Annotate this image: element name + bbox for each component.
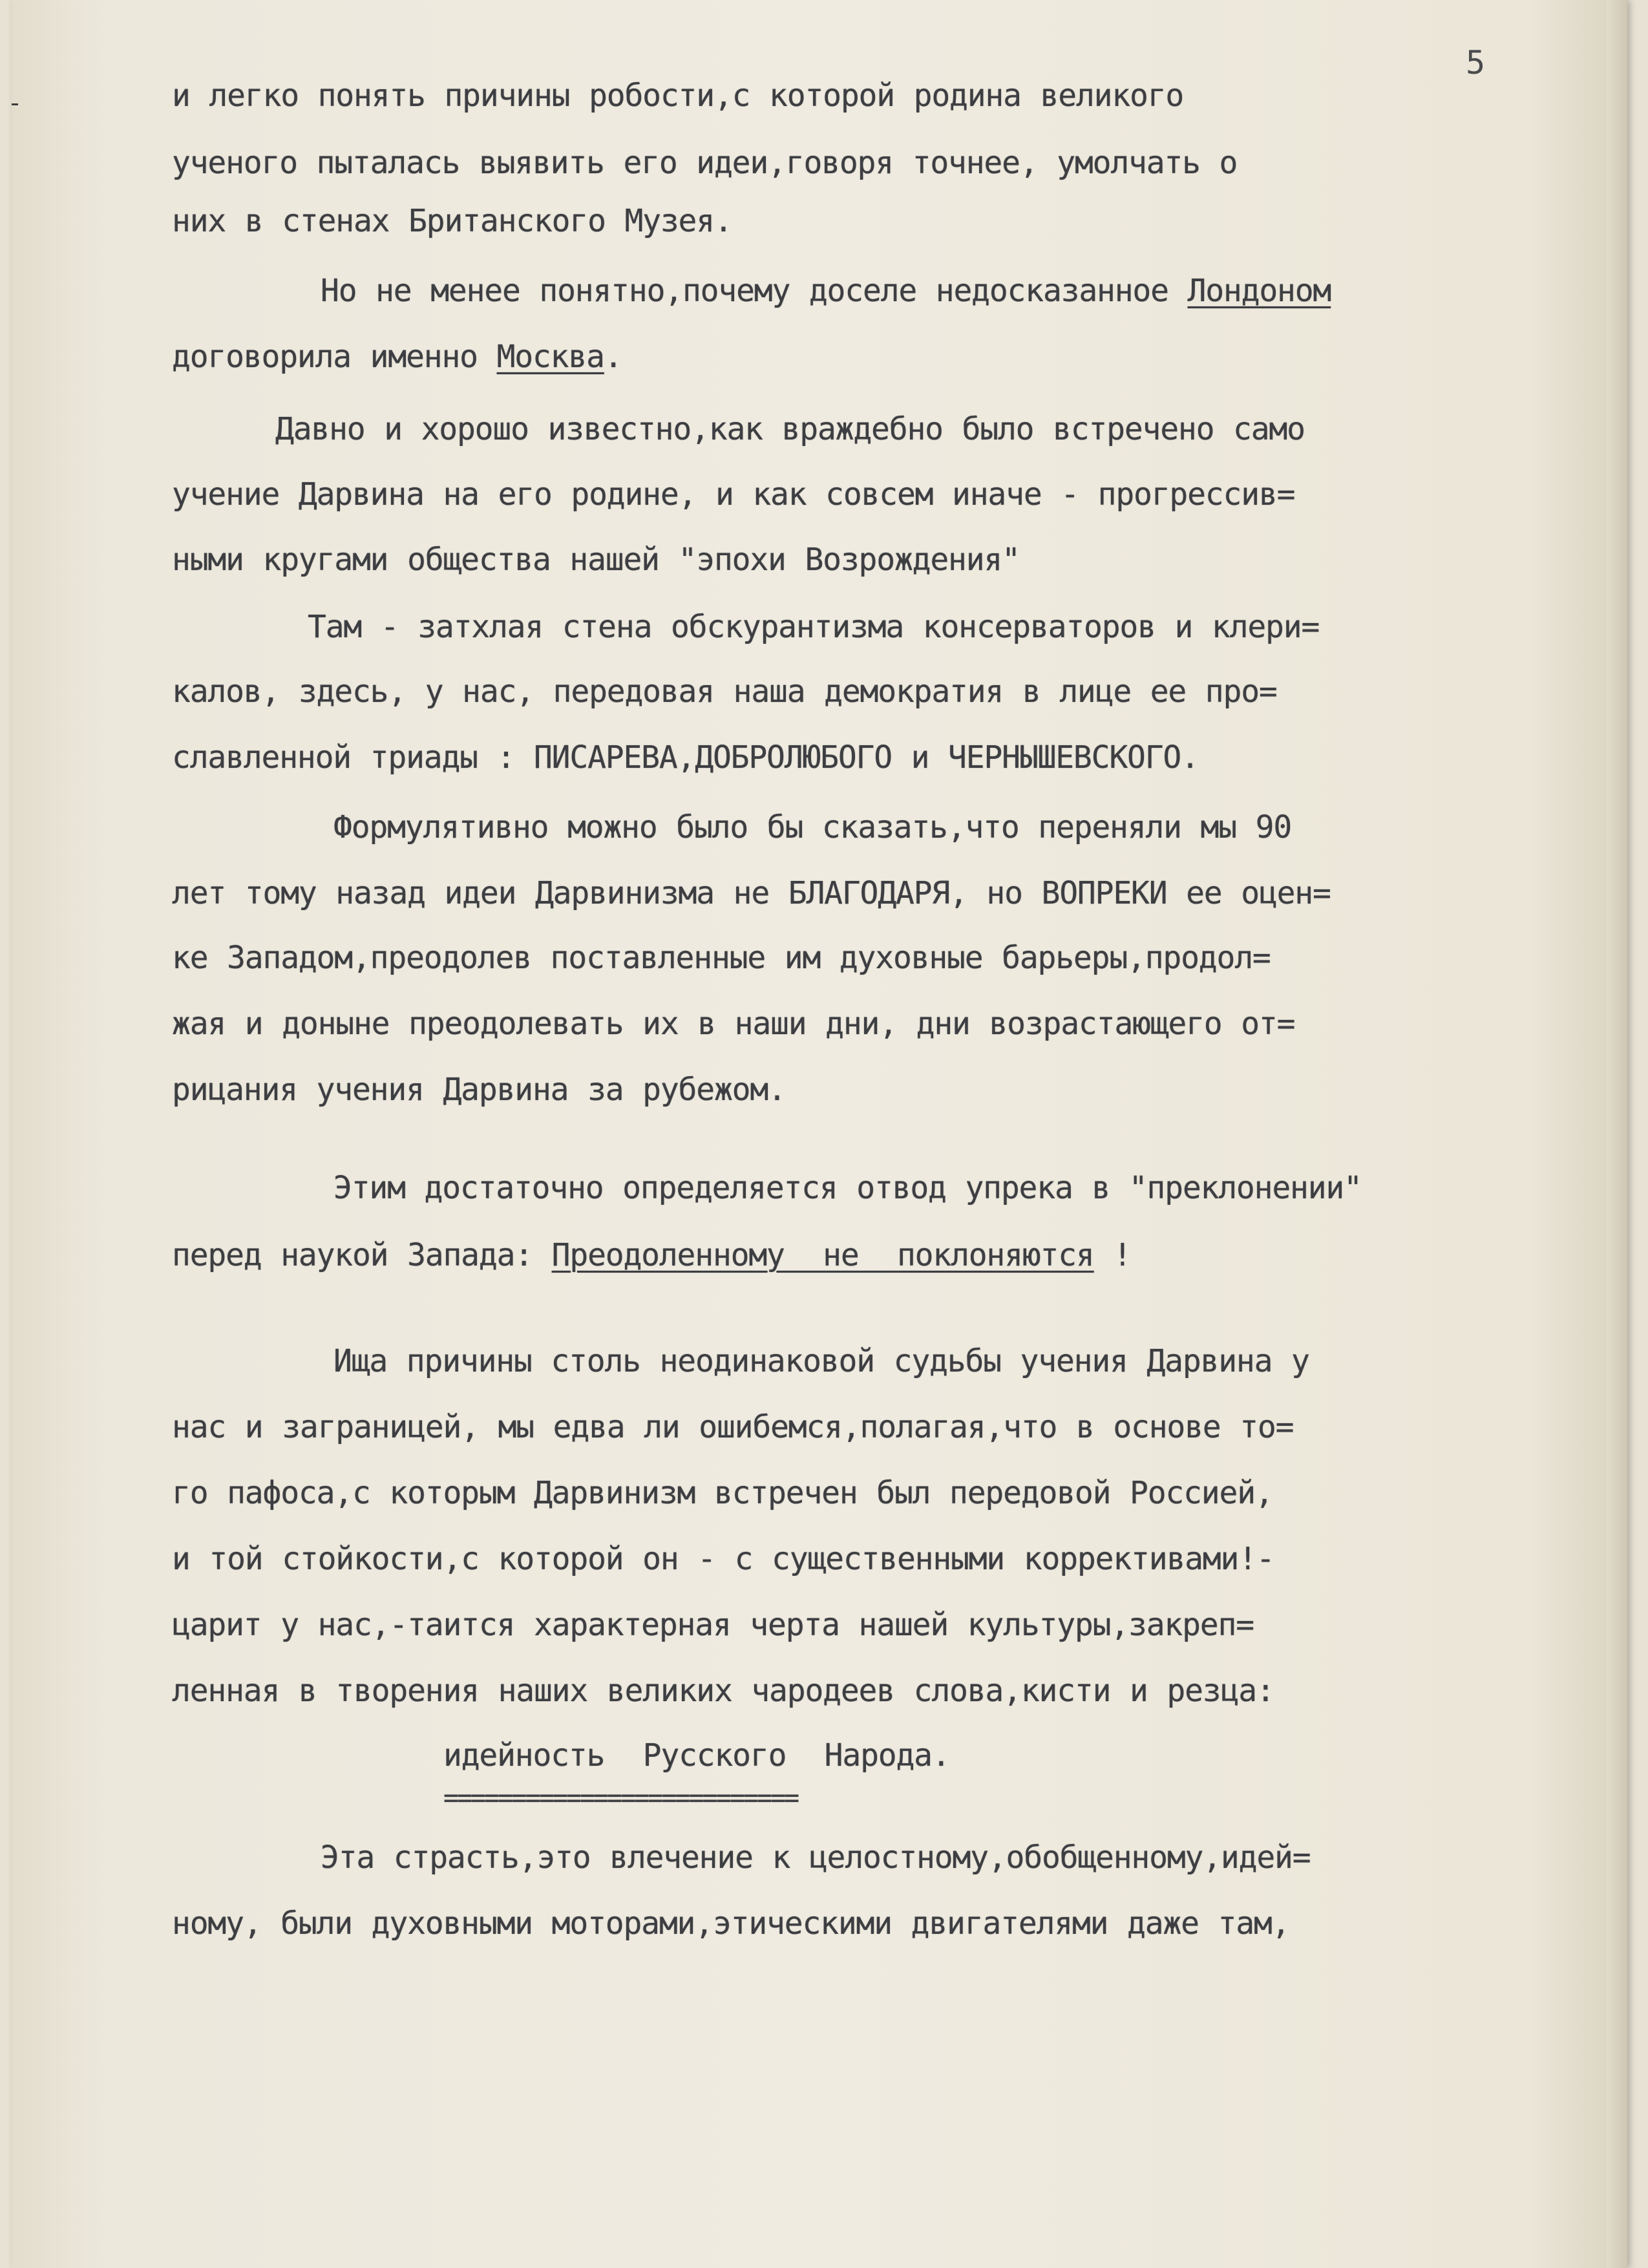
- underlined-text: Преодоленному не поклоняются: [551, 1237, 1094, 1273]
- text-segment: калов, здесь, у нас, передовая наша демократия в лице ее про=: [172, 673, 1277, 710]
- text-segment: ными кругами общества нашей "эпохи Возрождения": [172, 542, 1020, 578]
- text-segment: Там - затхлая стена обскурантизма консерваторов и клери=: [308, 609, 1320, 645]
- text-line: [172, 1004, 1294, 1043]
- page-edge: [1607, 0, 1627, 2268]
- text-segment: перед наукой Запада:: [172, 1237, 552, 1273]
- text-segment: и той стойкости,с которой он - с существенными коррективами!-: [172, 1541, 1274, 1577]
- text-line: [172, 1070, 786, 1109]
- text-line: [172, 202, 732, 240]
- text-segment: и легко понять причины робости,с которой родина великого: [172, 78, 1184, 114]
- text-segment: жая и доныне преодолевать их в наши дни, дни возрастающего от=: [172, 1006, 1295, 1042]
- double-underline-rule: ==========================: [443, 1783, 798, 1813]
- text-segment: Этим достаточно определяется отвод упрека в "преклонении": [333, 1170, 1362, 1206]
- text-line: [172, 1606, 1254, 1644]
- text-segment: идейность Русского Народа.: [443, 1737, 950, 1774]
- typewritten-page: [12, 0, 1627, 2268]
- text-line: [172, 738, 1199, 777]
- text-line: [172, 337, 622, 376]
- text-segment: го пафоса,с которым Дарвинизм встречен был передовой Россией,: [172, 1475, 1273, 1511]
- punch-mark: [12, 103, 18, 105]
- text-line: [172, 143, 1237, 182]
- text-line: [172, 1540, 1274, 1578]
- text-segment: царит у нас,-таится характерная черта нашей культуры,закреп=: [172, 1607, 1254, 1643]
- text-line: [172, 540, 1020, 579]
- text-line: [321, 1838, 1310, 1877]
- text-line-heading: [443, 1736, 950, 1775]
- text-line: [275, 410, 1305, 449]
- text-segment: учение Дарвина на его родине, и как совсем иначе - прогрессив=: [172, 476, 1295, 513]
- text-line: [172, 1408, 1293, 1447]
- text-segment: нас и заграницей, мы едва ли ошибемся,полагая,что в основе то=: [172, 1409, 1294, 1445]
- text-line: [172, 938, 1271, 977]
- text-segment: Формулятивно можно было бы сказать,что переняли мы 90: [333, 809, 1292, 845]
- text-line: [172, 1236, 1131, 1275]
- text-line: [333, 1342, 1309, 1381]
- text-segment: Но не менее понятно,почему доселе недосказанное: [321, 273, 1188, 309]
- text-segment: !: [1093, 1237, 1132, 1273]
- text-line: [172, 874, 1331, 913]
- text-segment: рицания учения Дарвина за рубежом.: [172, 1072, 786, 1108]
- text-segment: Ища причины столь неодинаковой судьбы учения Дарвина у: [333, 1343, 1309, 1379]
- text-segment: славленной триады : ПИСАРЕВА,ДОБРОЛЮБОГО и ЧЕРНЫШЕВСКОГО.: [172, 739, 1199, 776]
- text-segment: .: [604, 339, 622, 375]
- text-line: [172, 672, 1277, 711]
- underlined-text: Лондоном: [1187, 273, 1331, 309]
- underlined-text: Москва: [496, 339, 604, 375]
- text-segment: ленная в творения наших великих чародеев слова,кисти и резца:: [172, 1673, 1274, 1709]
- text-segment: договорила именно: [172, 339, 497, 375]
- text-line: [172, 1904, 1289, 1943]
- text-line: [172, 76, 1183, 115]
- text-line: [172, 1671, 1274, 1710]
- text-segment: Давно и хорошо известно,как враждебно было встречено само: [275, 411, 1305, 447]
- text-segment: них в стенах Британского Музея.: [172, 203, 732, 239]
- text-segment: лет тому назад идеи Дарвинизма не БЛАГОДАРЯ, но ВОПРЕКИ ее оцен=: [172, 875, 1331, 911]
- text-segment: Эта страсть,это влечение к целостному,обобщенному,идей=: [321, 1839, 1311, 1876]
- text-line: [308, 608, 1319, 646]
- text-line: [172, 1474, 1273, 1512]
- text-segment: ученого пыталась выявить его идеи,говоря точнее, умолчать о: [172, 145, 1238, 181]
- text-line: [321, 271, 1331, 310]
- text-line: [333, 808, 1291, 847]
- text-segment: ному, были духовными моторами,этическими двигателями даже там,: [172, 1905, 1290, 1942]
- page-number: 5: [1466, 44, 1486, 81]
- text-line: [172, 475, 1294, 514]
- text-line: [333, 1169, 1362, 1207]
- text-segment: ке Западом,преодолев поставленные им духовные барьеры,продол=: [172, 940, 1271, 976]
